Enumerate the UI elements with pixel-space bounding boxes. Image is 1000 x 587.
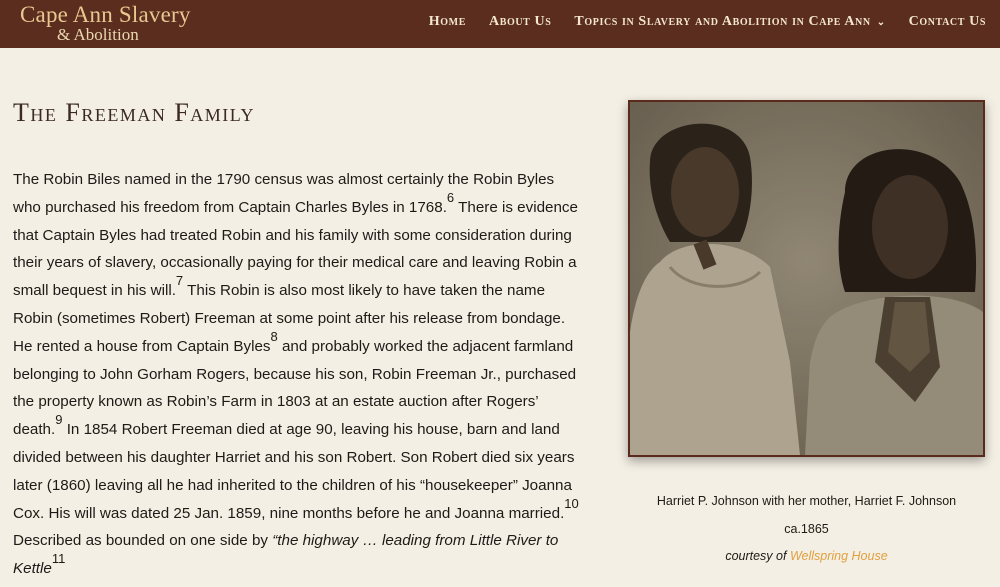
footnote-ref[interactable]: 10 (564, 495, 579, 511)
chevron-down-icon[interactable]: ⌄ (876, 16, 886, 28)
logo-line-2: & Abolition (57, 25, 139, 44)
article-text: This Robin is also most likely to have taken the name Robin (sometimes Robert) Freeman at some point after his release from bondage. He rented a house from Captain Byles (13, 282, 566, 355)
footnote-ref[interactable]: 9 (55, 412, 63, 428)
nav-about-us[interactable] (489, 14, 551, 30)
footnote-ref[interactable]: 8 (270, 328, 278, 344)
nav-topics-label: Topics in Slavery and Abolition in Cape Ann (574, 14, 871, 29)
logo-line-1: Cape Ann Slavery (20, 2, 191, 27)
main-nav (406, 14, 986, 30)
caption-line-1: Harriet P. Johnson with her mother, Harriet F. Johnson (656, 494, 957, 508)
site-logo[interactable] (20, 3, 191, 44)
nav-home[interactable] (429, 14, 466, 30)
article-text: The Robin Biles named in the 1790 census was almost certainly the Robin Byles who purchased his freedom from Captain Charles Byles in 1768. (13, 171, 555, 216)
photo-image (630, 102, 983, 455)
footnote-ref[interactable]: 6 (446, 189, 455, 205)
article-quote: “the highway … leading from Little River to Kettle (13, 532, 559, 578)
article-text: and probably worked the adjacent farmland belonging to John Gorham Rogers, because his son, Robin Freeman Jr., purchased the property known as Robin’s Farm in 1803 at an estate auction after Rogers’ death. (13, 337, 577, 439)
nav-about-label: About Us (488, 14, 552, 29)
nav-contact-us[interactable] (909, 14, 986, 30)
nav-contact-label: Contact Us (908, 14, 986, 29)
article-text: In 1854 Robert Freeman died at age 90, leaving his house, barn and land divided between his daughter Harriet and his son Robert. Son Robert died six years later (1860) leaving all he had inherited to the children of his “housekeeper” Joanna Cox. His will was dated 25 Jan. 1859, nine months before he and Joanna married. (13, 421, 575, 522)
caption-credit (628, 543, 985, 571)
wellspring-house-link[interactable]: Wellspring House (789, 549, 888, 563)
page-title: The Freeman Family (13, 98, 255, 127)
caption-line-2: ca.1865 (784, 521, 829, 536)
article-text: There is evidence that Captain Byles had treated Robin and his family with some consideration during their years of slavery, occasionally paying for their medical care and leaving Robin a small bequest in his will. (13, 198, 578, 300)
nav-topics[interactable] (574, 14, 885, 30)
courtesy-prefix: courtesy of (725, 549, 790, 563)
site-header (0, 0, 1000, 48)
nav-home-label: Home (428, 14, 466, 29)
article-text: Described as bounded on one side by (13, 532, 273, 550)
footnote-ref[interactable]: 7 (175, 273, 184, 289)
footnote-ref[interactable]: 11 (51, 551, 66, 567)
article-body (13, 166, 583, 583)
historical-photo (628, 100, 985, 457)
photo-caption (628, 488, 985, 571)
